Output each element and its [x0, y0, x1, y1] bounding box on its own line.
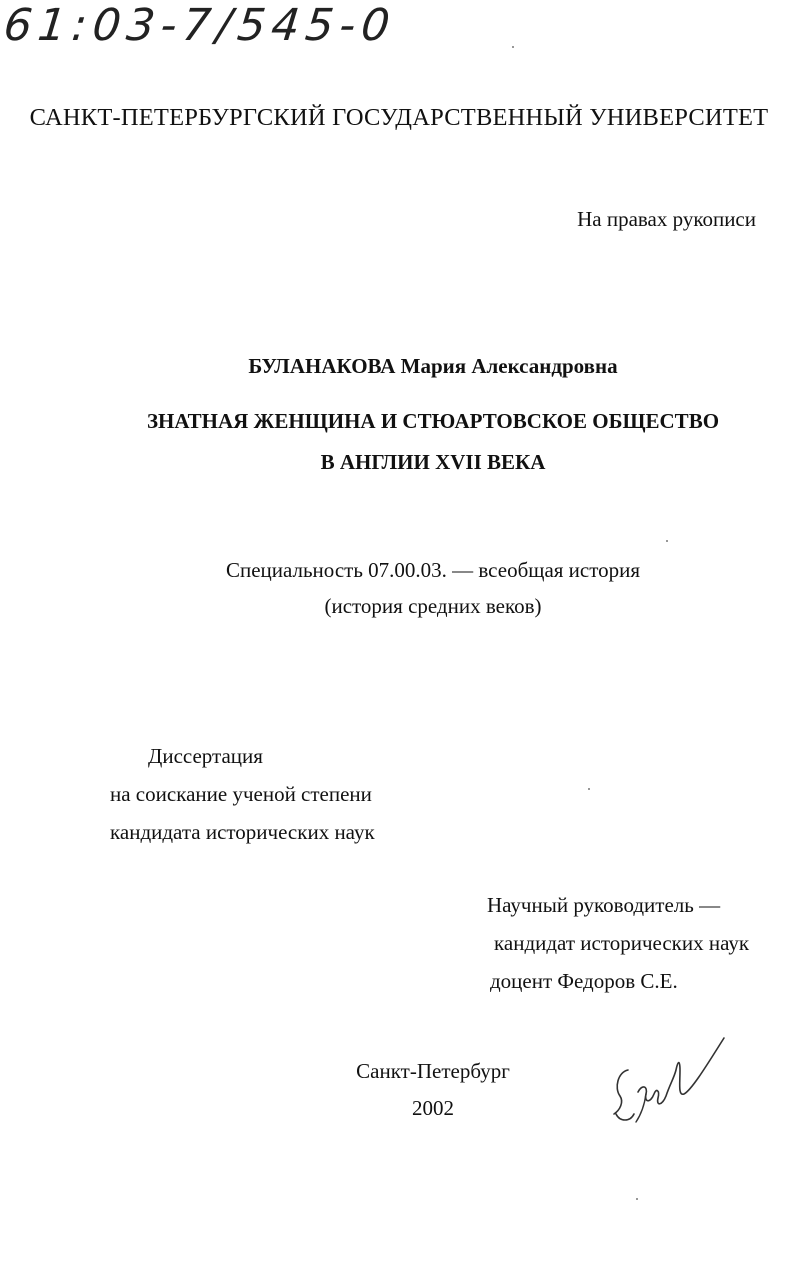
- dissertation-type: Диссертация: [148, 744, 263, 768]
- scan-speck: [666, 540, 668, 542]
- scan-speck: [636, 1198, 638, 1200]
- university-name: САНКТ-ПЕТЕРБУРГСКИЙ ГОСУДАРСТВЕННЫЙ УНИВЕРСИТЕТ: [29, 104, 769, 131]
- degree-line-2: кандидата исторических наук: [110, 820, 375, 844]
- rights-note: На правах рукописи: [577, 207, 756, 231]
- specialty-line-1: Специальность 07.00.03. — всеобщая история: [225, 558, 641, 582]
- author-name: БУЛАНАКОВА Мария Александровна: [248, 354, 618, 378]
- scan-speck: [588, 788, 590, 790]
- specialty-line-2: (история средних веков): [324, 594, 542, 618]
- scan-speck: [512, 46, 514, 48]
- supervisor-degree: кандидат исторических наук: [494, 931, 750, 955]
- handwritten-catalog-number: 61:03-7/545-0: [1, 0, 399, 51]
- handwritten-signature: [600, 1030, 730, 1130]
- dissertation-title-line-1: ЗНАТНАЯ ЖЕНЩИНА И СТЮАРТОВСКОЕ ОБЩЕСТВО: [146, 409, 720, 433]
- degree-line-1: на соискание ученой степени: [110, 782, 372, 806]
- dissertation-title-line-2: В АНГЛИИ XVII ВЕКА: [320, 450, 546, 474]
- city: Санкт-Петербург: [356, 1059, 510, 1083]
- supervisor-name: доцент Федоров С.Е.: [490, 969, 678, 993]
- year: 2002: [412, 1096, 454, 1120]
- supervisor-label: Научный руководитель —: [487, 893, 721, 917]
